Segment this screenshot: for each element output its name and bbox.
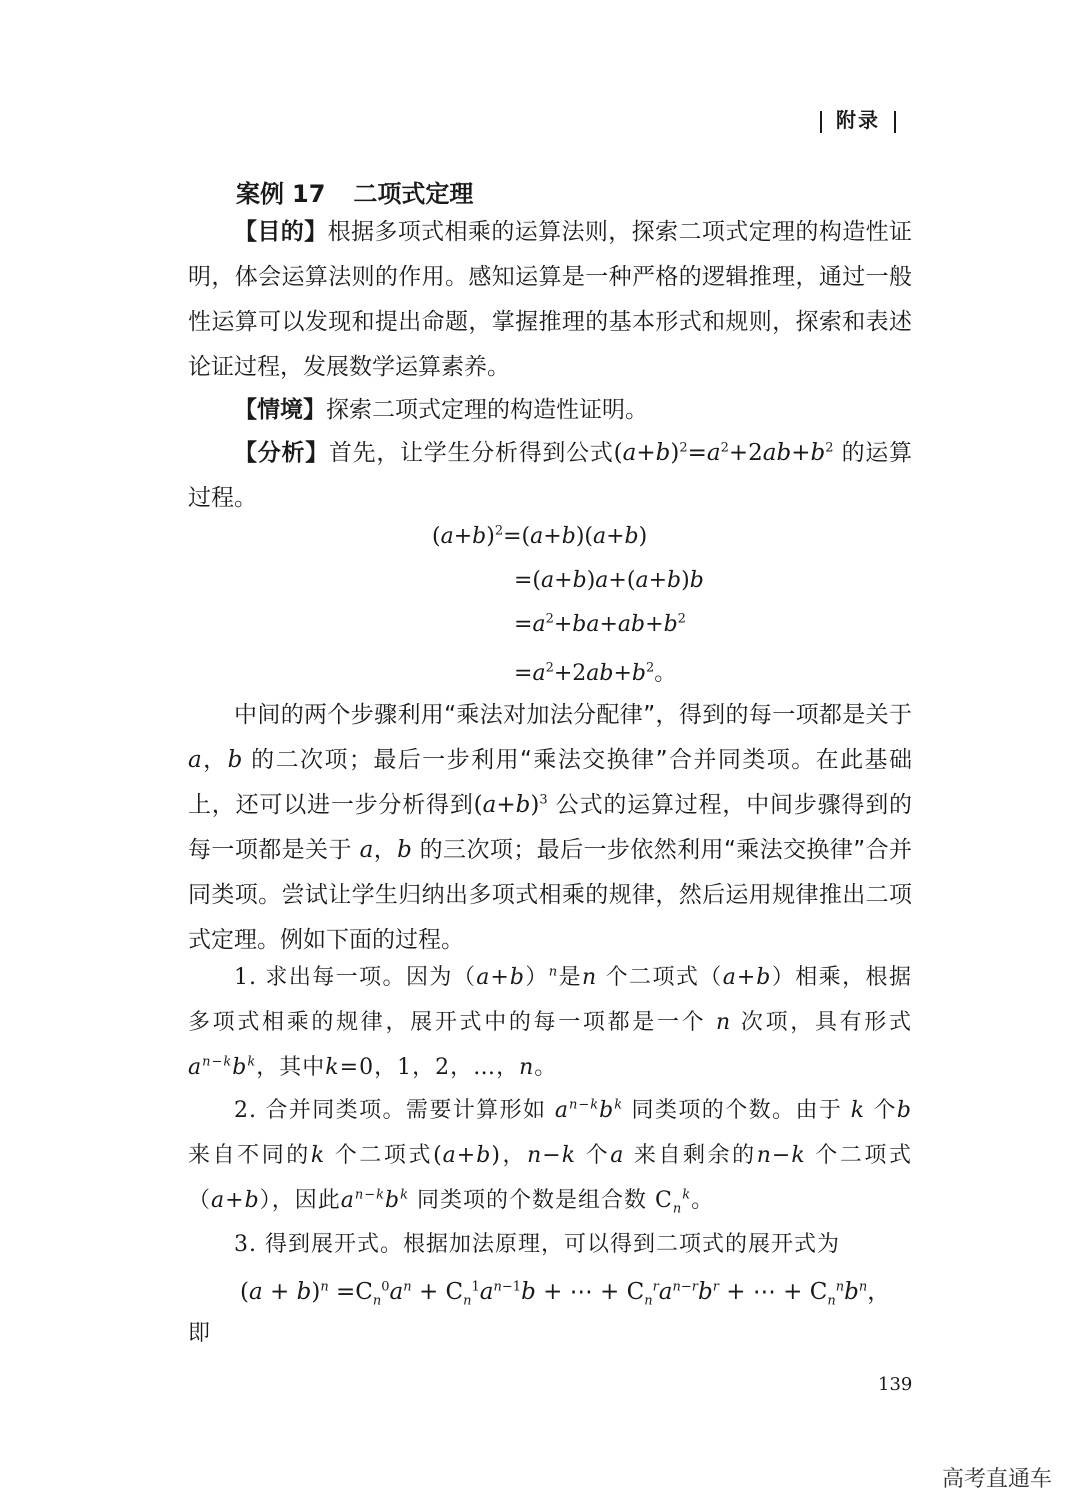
step1-text-8: 。 bbox=[534, 1055, 558, 1080]
situation-tag: 【情境】 bbox=[234, 397, 326, 423]
analysis-formula: $(a+b)^2=a^2+2ab+b^2$ bbox=[613, 440, 834, 466]
ji-text: 即 bbox=[188, 1321, 211, 1346]
step1-text-6: ，其中 bbox=[256, 1055, 326, 1080]
middle-text-2: 的二次项；最后一步利用“乘法交换律”合并同类项。在此基础上，还可以进一步分析得到 bbox=[188, 747, 913, 818]
watermark-text: 高考直通车 bbox=[941, 1467, 1052, 1492]
analysis-text-before: 首先，让学生分析得到公式 bbox=[328, 440, 614, 466]
middle-text-3: 公式的运算过程，中间步骤得到的每一项都是关于 bbox=[188, 792, 913, 863]
step3-text-1: 3. 得到展开式。根据加法原理，可以得到二项式的展开式为 bbox=[234, 1232, 840, 1257]
header-text: 附录 bbox=[836, 108, 880, 132]
header-divider-right bbox=[894, 111, 896, 133]
derivation-line-3: $=a^2+ba+ab+b^2$ bbox=[514, 611, 686, 637]
purpose-text: 根据多项式相乘的运算法则，探索二项式定理的构造性证明，体会运算法则的作用。感知运算是一种严格的逻辑推理，通过一般性运算可以发现和提出命题，掌握推理的基本形式和规则，探索和表述论证过程，发展数学运算素养。 bbox=[188, 219, 913, 380]
step1-text-4: 相乘，根据多项式相乘的规律，展开式中的每一项都是一个 bbox=[188, 965, 912, 1035]
step2-text-11: 同类项的个数是组合数 bbox=[416, 1188, 647, 1213]
middle-text-1: 中间的两个步骤利用“乘法对加法分配律”，得到的每一项都是关于 bbox=[234, 702, 912, 728]
case-title bbox=[236, 174, 473, 209]
derivation-line-2: =(a+b)a+(a+b)b bbox=[514, 568, 704, 593]
analysis-text-after: 的运算过程。 bbox=[188, 440, 913, 511]
case-name: 二项式定理 bbox=[353, 180, 474, 208]
binomial-expansion: $(a + b)^n =C_n^0a^n + C_n^1a^{n-1}b$ + ⋯ + $C_n^ra^{n-r}b^r$ + ⋯ + $C_n^nb^n$， bbox=[240, 1279, 891, 1309]
step2-text-4: 来自不同的 bbox=[188, 1143, 311, 1168]
purpose-paragraph bbox=[188, 210, 912, 390]
step2-text-9: 个二项式 bbox=[815, 1143, 912, 1168]
formula-cube: $(a+b)^3$ bbox=[473, 792, 548, 818]
step2-text-3: 个 bbox=[873, 1098, 897, 1123]
middle-text-4: 的三次项；最后一步依然利用“乘法交换律”合并同类项。尝试让学生归纳出多项式相乘的规律，然后运用规律推出二项式定理。例如下面的过程。 bbox=[188, 837, 913, 953]
step1-text-7: ，1，2，…， bbox=[374, 1055, 520, 1080]
step3-paragraph bbox=[188, 1222, 912, 1267]
step2-text-8: 来自剩余的 bbox=[633, 1143, 757, 1168]
var-a-b-2: a，b bbox=[359, 837, 412, 863]
step1-text-5: 次项，具有形式 bbox=[740, 1010, 912, 1035]
var-a-b-1: a，b bbox=[188, 747, 243, 773]
situation-paragraph bbox=[188, 388, 912, 433]
step2-text-12: 。 bbox=[691, 1188, 715, 1213]
middle-paragraph bbox=[188, 693, 912, 963]
analysis-paragraph bbox=[188, 431, 912, 521]
situation-text: 探索二项式定理的构造性证明。 bbox=[326, 397, 648, 423]
purpose-tag: 【目的】 bbox=[234, 219, 328, 245]
step2-text-1: 2. 合并同类项。需要计算形如 bbox=[234, 1098, 547, 1123]
page-number: 139 bbox=[878, 1374, 913, 1395]
step1-text-2: 是 bbox=[558, 965, 582, 990]
case-number: 17 bbox=[292, 180, 326, 208]
case-label: 案例 bbox=[236, 180, 284, 208]
step1-paragraph: 1. 求出每一项。因为$(a+b)^n$是n 个二项式（a+b）相乘，根据多项式相乘的规律，展开式中的每一项都是一个 n 次项，具有形式 $a^{n-k}b^k$，其中k=0，1，2，…，n。 bbox=[188, 964, 912, 1080]
derivation-line-1: $(a+b)^2=(a+b)(a+b)$ bbox=[432, 523, 648, 549]
step2-paragraph: 2. 合并同类项。需要计算形如 $a^{n-k}b^k$ 同类项的个数。由于 k 个b 来自不同的k 个二项式(a+b)，n−k 个a 来自剩余的n−k 个二项式（a+b），因此$a^{n-k}b^k$ 同类项的个数是组合数 $C_n^k$。 bbox=[188, 1097, 913, 1217]
header-divider-left bbox=[820, 111, 822, 133]
step2-text-10: ，因此 bbox=[271, 1188, 341, 1213]
step2-text-2: 同类项的个数。由于 bbox=[631, 1098, 843, 1123]
step2-text-7: 个 bbox=[585, 1143, 611, 1168]
analysis-tag: 【分析】 bbox=[234, 440, 329, 466]
step1-text-1: 1. 求出每一项。因为 bbox=[234, 965, 453, 990]
derivation-line-4: $=a^2+2ab+b^2$。 bbox=[514, 660, 677, 686]
step1-text-3: 个二项式 bbox=[605, 965, 700, 990]
running-header bbox=[806, 104, 910, 133]
step2-text-5: 个二项式 bbox=[334, 1143, 434, 1168]
step2-text-6: ， bbox=[500, 1143, 528, 1168]
